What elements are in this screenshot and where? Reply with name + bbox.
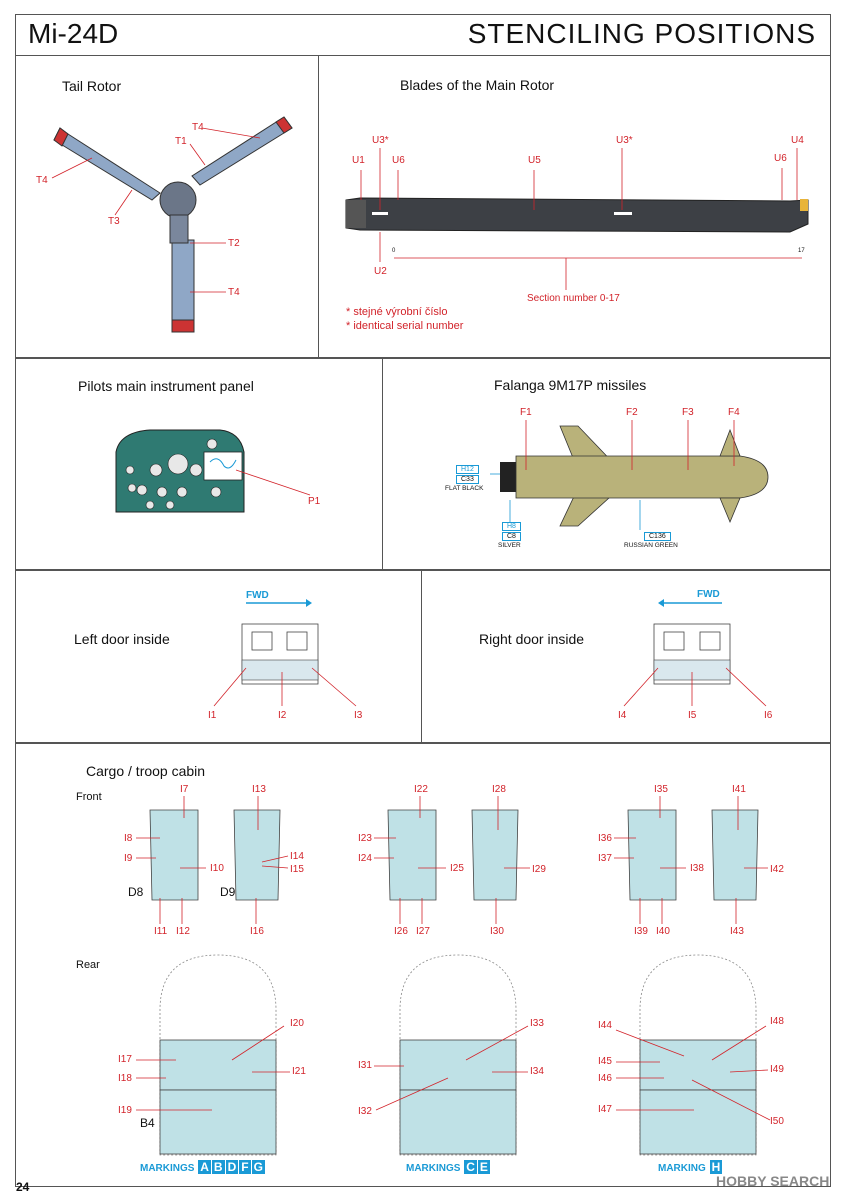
cabin-i31: I31 <box>358 1060 372 1071</box>
paint1-code-a: H12 <box>456 465 479 474</box>
markings-group-2 <box>406 1160 490 1174</box>
cabin-i42: I42 <box>770 864 784 875</box>
tail-rotor-title: Tail Rotor <box>62 78 122 94</box>
instrument-panel-title: Pilots main instrument panel <box>78 378 254 394</box>
model-title: Mi-24D <box>28 18 119 49</box>
right-door-title: Right door inside <box>479 631 585 647</box>
cabin-i11: I11 <box>154 926 168 937</box>
cabin-i27: I27 <box>416 926 430 937</box>
cabin-d9: D9 <box>220 885 236 899</box>
cabin-title: Cargo / troop cabin <box>86 763 206 779</box>
rotor-label-u6a: U6 <box>392 155 405 166</box>
cabin-d8: D8 <box>128 885 144 899</box>
paint1-name: FLAT BLACK <box>445 485 484 492</box>
missiles-title: Falanga 9M17P missiles <box>494 377 647 393</box>
tail-label-t3: T3 <box>108 216 120 227</box>
cabin-i36: I36 <box>598 833 612 844</box>
cabin-i32: I32 <box>358 1106 372 1117</box>
missile-label-f3: F3 <box>682 407 694 418</box>
cabin-i35: I35 <box>654 784 668 795</box>
main-rotor-title: Blades of the Main Rotor <box>400 77 555 93</box>
left-door-fwd: FWD <box>246 590 269 601</box>
left-door-title: Left door inside <box>74 631 170 647</box>
tail-label-t4c: T4 <box>228 287 240 298</box>
door-label-i3: I3 <box>354 710 363 721</box>
cabin-i46: I46 <box>598 1073 612 1084</box>
cabin-i49: I49 <box>770 1064 784 1075</box>
page-title: STENCILING POSITIONS <box>467 18 816 49</box>
cabin-i37: I37 <box>598 853 612 864</box>
paint2-code-b: C8 <box>502 532 521 541</box>
rotor-label-u3a: U3* <box>372 135 389 146</box>
rotor-label-u4: U4 <box>791 135 804 146</box>
tail-label-t1: T1 <box>175 136 187 147</box>
cabin-i7: I7 <box>180 784 189 795</box>
cabin-i19: I19 <box>118 1105 132 1116</box>
cabin-i38: I38 <box>690 863 704 874</box>
missile-label-f2: F2 <box>626 407 638 418</box>
cabin-i9: I9 <box>124 853 133 864</box>
paint1-code-b: C33 <box>456 475 479 484</box>
rotor-label-u6b: U6 <box>774 153 787 164</box>
tail-label-t2: T2 <box>228 238 240 249</box>
section-start: 0 <box>392 248 396 254</box>
cabin-i33: I33 <box>530 1018 544 1029</box>
marking-box: E <box>479 1160 488 1174</box>
note-cz: * stejné výrobní číslo <box>346 306 448 318</box>
door-label-i2: I2 <box>278 710 287 721</box>
section-end: 17 <box>798 248 805 254</box>
cabin-i13: I13 <box>252 784 266 795</box>
cabin-i41: I41 <box>732 784 746 795</box>
markings-group-3 <box>658 1160 722 1174</box>
cabin-i39: I39 <box>634 926 648 937</box>
door-label-i4: I4 <box>618 710 627 721</box>
missile-label-f4: F4 <box>728 407 740 418</box>
note-en: * identical serial number <box>346 320 464 332</box>
cabin-i21: I21 <box>292 1066 306 1077</box>
cabin-front-label: Front <box>76 791 102 803</box>
paint3-name: RUSSIAN GREEN <box>624 542 678 549</box>
cabin-i40: I40 <box>656 926 670 937</box>
cabin-i26: I26 <box>394 926 408 937</box>
panel-label-p1: P1 <box>308 496 321 507</box>
cabin-i43: I43 <box>730 926 744 937</box>
rotor-label-u3b: U3* <box>616 135 633 146</box>
marking-box: D <box>227 1160 237 1174</box>
cabin-i12: I12 <box>176 926 190 937</box>
paint3-code-b: C136 <box>644 532 671 541</box>
cabin-i48: I48 <box>770 1016 784 1027</box>
cabin-i10: I10 <box>210 863 224 874</box>
marking-box: F <box>241 1160 249 1174</box>
cabin-b4: B4 <box>140 1116 155 1130</box>
cabin-i28: I28 <box>492 784 506 795</box>
cabin-i16: I16 <box>250 926 264 937</box>
door-label-i6: I6 <box>764 710 773 721</box>
cabin-i8: I8 <box>124 833 133 844</box>
markings-label-1: MARKINGS <box>140 1163 195 1174</box>
paint2-code-a: H8 <box>502 522 521 531</box>
markings-label-2: MARKINGS <box>406 1163 461 1174</box>
cabin-i44: I44 <box>598 1020 612 1031</box>
cabin-i24: I24 <box>358 853 372 864</box>
door-label-i5: I5 <box>688 710 697 721</box>
cabin-i47: I47 <box>598 1104 612 1115</box>
cabin-rear-label: Rear <box>76 959 100 971</box>
cabin-i23: I23 <box>358 833 372 844</box>
cabin-i29: I29 <box>532 864 546 875</box>
cabin-i15: I15 <box>290 864 304 875</box>
markings-label-3: MARKING <box>658 1163 706 1174</box>
cabin-i34: I34 <box>530 1066 544 1077</box>
cabin-i20: I20 <box>290 1018 304 1029</box>
tail-label-t4a: T4 <box>192 122 204 133</box>
rotor-label-u1: U1 <box>352 155 365 166</box>
paint2-name: SILVER <box>498 542 521 549</box>
right-door-fwd: FWD <box>697 589 720 600</box>
marking-box: B <box>213 1160 223 1174</box>
marking-box: G <box>253 1160 263 1174</box>
cabin-i17: I17 <box>118 1054 132 1065</box>
cabin-i14: I14 <box>290 851 304 862</box>
cabin-i25: I25 <box>450 863 464 874</box>
page-number: 24 <box>16 1180 30 1194</box>
markings-group-1 <box>140 1160 265 1174</box>
marking-box: C <box>466 1160 475 1174</box>
door-label-i1: I1 <box>208 710 217 721</box>
cabin-i45: I45 <box>598 1056 612 1067</box>
marking-box: H <box>711 1160 721 1174</box>
cabin-i18: I18 <box>118 1073 132 1084</box>
section-label: Section number 0-17 <box>527 293 620 304</box>
cabin-i50: I50 <box>770 1116 784 1127</box>
rotor-label-u5: U5 <box>528 155 541 166</box>
watermark: HOBBY SEARCH <box>716 1173 830 1189</box>
cabin-i22: I22 <box>414 784 428 795</box>
marking-box: A <box>200 1160 209 1174</box>
tail-label-t4b: T4 <box>36 175 48 186</box>
missile-label-f1: F1 <box>520 407 532 418</box>
rotor-label-u2: U2 <box>374 266 387 277</box>
cabin-i30: I30 <box>490 926 504 937</box>
